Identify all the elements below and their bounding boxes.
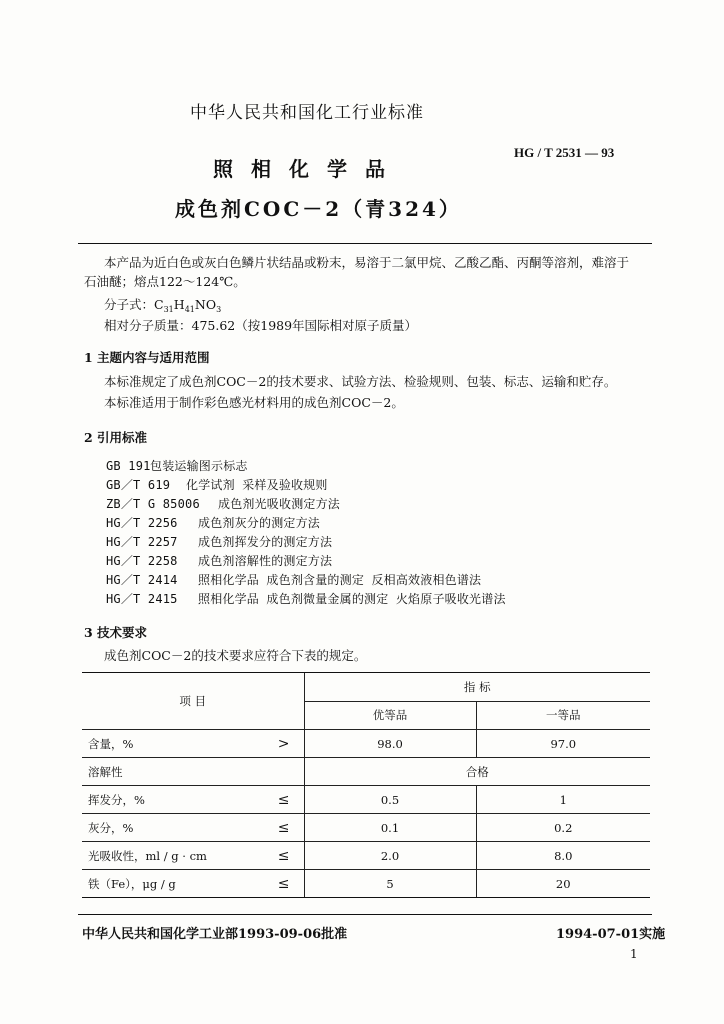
reference-name: 成色剂挥发分的测定方法 [198, 535, 333, 549]
section-1-para-2: 本标准适用于制作彩色感光材料用的成色剂COC－2。 [104, 395, 404, 410]
intro-line-2: 石油醚；熔点122～124℃。 [84, 274, 246, 289]
section-1-para-1: 本标准规定了成色剂COC－2的技术要求、试验方法、检验规则、包装、标志、运输和贮存。 [104, 374, 617, 389]
reference-item [106, 590, 506, 607]
table-row [82, 870, 650, 898]
row-item: 挥发分，% [82, 786, 252, 814]
formula-label: 分子式： [104, 297, 155, 312]
section-3-intro: 成色剂COC－2的技术要求应符合下表的规定。 [104, 648, 367, 663]
reference-name: 成色剂灰分的测定方法 [198, 516, 321, 530]
reference-item [106, 571, 481, 588]
table-header-item: 项 目 [82, 673, 304, 730]
reference-item [106, 552, 332, 569]
table-row [82, 814, 650, 842]
reference-name: 成色剂溶解性的测定方法 [198, 554, 333, 568]
effective-date: 1994-07-01实施 [556, 927, 666, 942]
page-number: 1 [630, 947, 638, 961]
reference-item [106, 495, 340, 512]
row-grade-1-value: 5 [304, 870, 476, 898]
reference-name: 化学试剂 采样及验收规则 [186, 478, 328, 492]
reference-name: 包装运输图示标志 [150, 459, 248, 473]
document-title: 照相化学品 [213, 157, 403, 181]
table-row [82, 730, 650, 758]
row-item: 含量，% [82, 730, 252, 758]
molecular-formula [104, 296, 221, 319]
intro-line-1: 本产品为近白色或灰白色鳞片状结晶或粉末，易溶于二氯甲烷、乙酸乙酯、丙酮等溶剂，难溶于 [104, 255, 630, 270]
reference-item [106, 457, 248, 474]
reference-code: HG／T 2415 [106, 592, 178, 606]
technical-requirements-table [82, 672, 650, 898]
row-grade-2-value: 8.0 [476, 842, 650, 870]
row-merged-value: 合格 [304, 758, 650, 786]
row-grade-1-value: 0.5 [304, 786, 476, 814]
reference-item [106, 514, 320, 531]
section-1-heading: 1 主题内容与适用范围 [84, 350, 210, 365]
row-comparator: ≤ [252, 814, 304, 842]
row-comparator: ≤ [252, 870, 304, 898]
row-comparator [252, 758, 304, 786]
row-comparator: > [252, 730, 304, 758]
reference-name: 照相化学品 成色剂含量的测定 反相高效液相色谱法 [198, 573, 482, 587]
title-divider [78, 243, 652, 244]
table-row [82, 758, 650, 786]
reference-code: HG／T 2257 [106, 535, 178, 549]
reference-name: 照相化学品 成色剂微量金属的测定 火焰原子吸收光谱法 [198, 592, 506, 606]
formula-h: H [173, 297, 185, 312]
row-item: 铁（Fe），μg / g [82, 870, 252, 898]
row-grade-2-value: 0.2 [476, 814, 650, 842]
reference-code: HG／T 2414 [106, 573, 178, 587]
row-item: 灰分，% [82, 814, 252, 842]
reference-name: 成色剂光吸收测定方法 [218, 497, 341, 511]
reference-item [106, 533, 332, 550]
reference-code: HG／T 2258 [106, 554, 178, 568]
reference-item [106, 476, 328, 493]
formula-c: C [154, 297, 164, 312]
row-comparator: ≤ [252, 786, 304, 814]
row-item: 光吸收性，ml / g · cm [82, 842, 252, 870]
molecular-mass: 相对分子质量：475.62（按1989年国际相对原子质量） [104, 318, 418, 333]
approval-note: 中华人民共和国化学工业部1993-09-06批准 [82, 927, 348, 942]
footer-divider [78, 914, 652, 915]
row-grade-2-value: 1 [476, 786, 650, 814]
standard-code: HG / T 2531 — 93 [514, 145, 615, 160]
row-grade-1-value: 98.0 [304, 730, 476, 758]
table-header-index: 指 标 [304, 673, 650, 702]
section-3-heading: 3 技术要求 [84, 625, 148, 640]
table-header-grade-1: 优等品 [304, 701, 476, 730]
table-row [82, 786, 650, 814]
document-subtitle: 成色剂COC－2（青324） [175, 197, 462, 221]
row-grade-1-value: 0.1 [304, 814, 476, 842]
standard-org-title: 中华人民共和国化工行业标准 [190, 103, 424, 123]
reference-code: HG／T 2256 [106, 516, 178, 530]
section-2-heading: 2 引用标准 [84, 430, 148, 445]
formula-c-sub: 31 [163, 305, 174, 314]
reference-code: GB／T 619 [106, 478, 171, 492]
reference-code: ZB／T G 85006 [106, 497, 200, 511]
row-grade-2-value: 97.0 [476, 730, 650, 758]
reference-code: GB 191 [106, 459, 151, 473]
formula-no: NO [194, 297, 217, 312]
row-grade-2-value: 20 [476, 870, 650, 898]
row-comparator: ≤ [252, 842, 304, 870]
row-item: 溶解性 [82, 758, 252, 786]
table-header-grade-2: 一等品 [476, 701, 650, 730]
formula-h-sub: 41 [184, 305, 195, 314]
table-row [82, 842, 650, 870]
row-grade-1-value: 2.0 [304, 842, 476, 870]
formula-no-sub: 3 [216, 305, 222, 314]
